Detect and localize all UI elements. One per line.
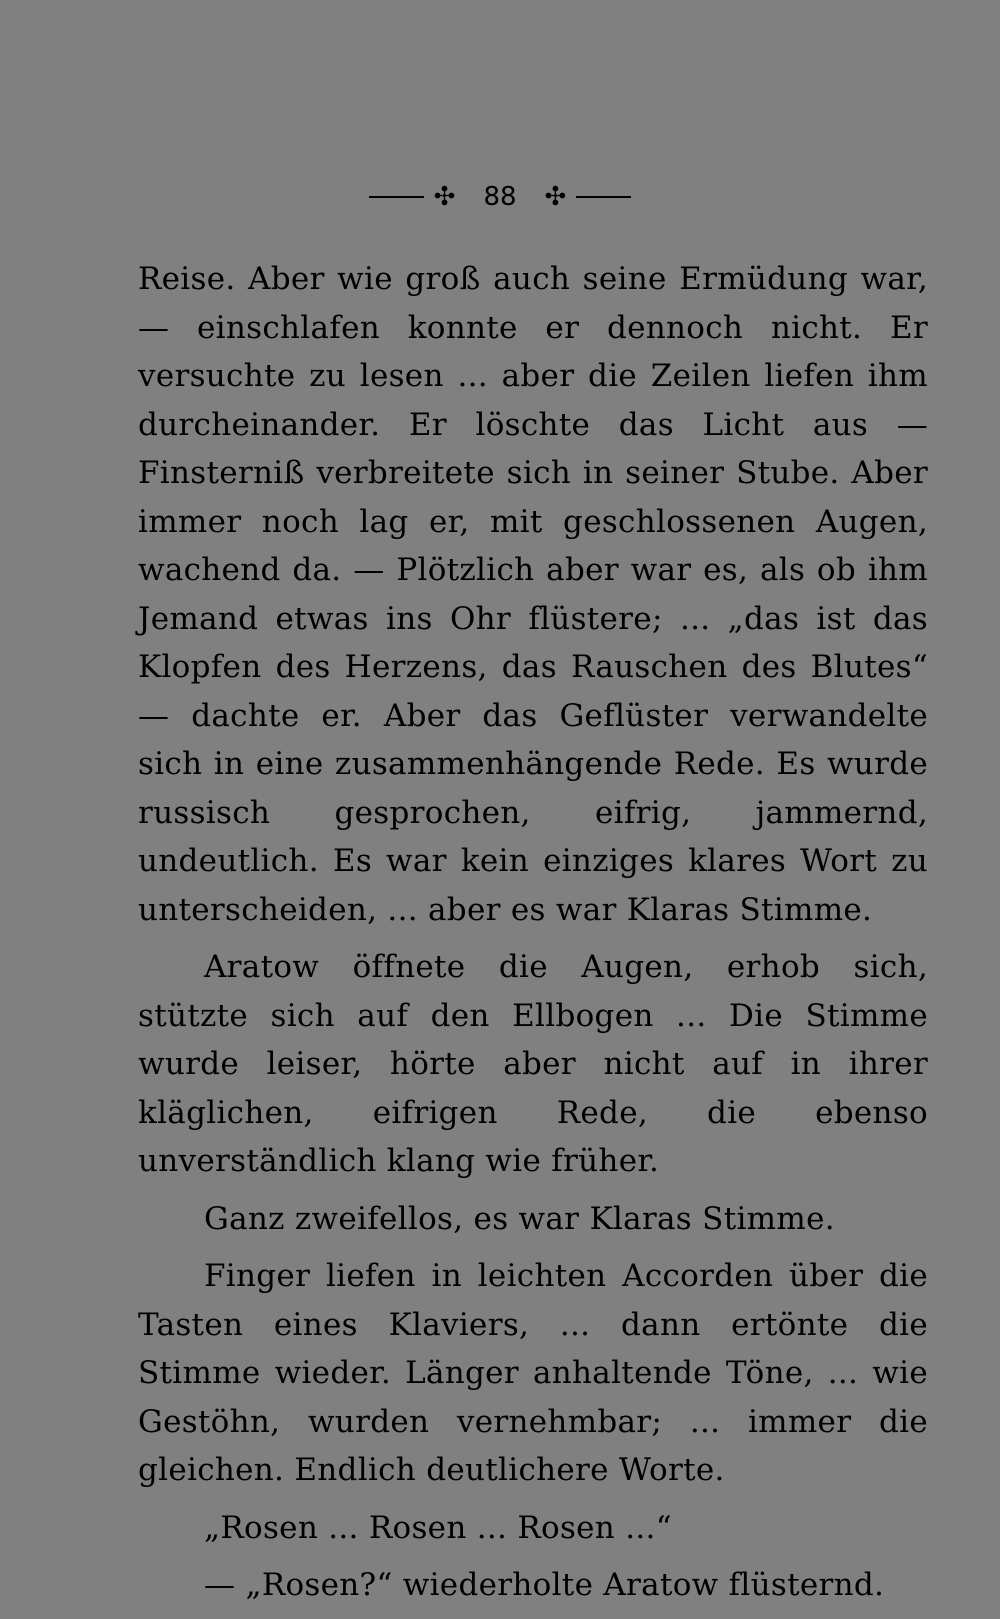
- paragraph: Aratow öffnete die Augen, erhob sich, stützte sich auf den Ellbogen ... Die Stimme wurde leiser, hörte aber nicht auf in ihrer kläglichen, eifrigen Rede, die ebenso unverständlich klang wie früher.: [138, 949, 928, 1179]
- paragraph: „Rosen ... Rosen ... Rosen ...“: [204, 1509, 672, 1546]
- left-rule: [369, 196, 424, 198]
- paragraph: Ganz zweifellos, es war Klaras Stimme.: [204, 1200, 835, 1237]
- body-text: [138, 255, 928, 1619]
- paragraph: Finger liefen in leichten Accorden über die Tasten eines Klaviers, ... dann ertönte die Stimme wieder. Länger anhaltende Töne, ... wie Gestöhn, wurden vernehmbar; ... immer die gleichen. Endlich deutlichere Worte.: [138, 1258, 928, 1488]
- paragraph: — „Rosen?“ wiederholte Aratow flüsternd.: [204, 1567, 885, 1603]
- page-number: 88: [483, 182, 517, 212]
- right-rule: [576, 196, 631, 198]
- page-header: [0, 172, 1000, 222]
- left-ornament-icon: ✣: [433, 182, 456, 212]
- right-ornament-icon: ✣: [544, 182, 567, 212]
- paragraph: Reise. Aber wie groß auch seine Ermüdung war, — einschlafen konnte er dennoch nicht. Er versuchte zu lesen ... aber die Zeilen liefen ihm durcheinander. Er löschte das Licht aus — Finsterniß verbreitete sich in seiner Stube. Aber immer noch lag er, mit geschlossenen Augen, wachend da. — Plötzlich aber war es, als ob ihm Jemand etwas ins Ohr flüstere; ... „das ist das Klopfen des Herzens, das Rauschen des Blutes“ — dachte er. Aber das Geflüster verwandelte sich in eine zusammenhängende Rede. Es wurde russisch gesprochen, eifrig, jammernd, undeutlich. Es war kein einziges klares Wort zu unterscheiden, ... aber es war Klaras Stimme.: [138, 261, 928, 928]
